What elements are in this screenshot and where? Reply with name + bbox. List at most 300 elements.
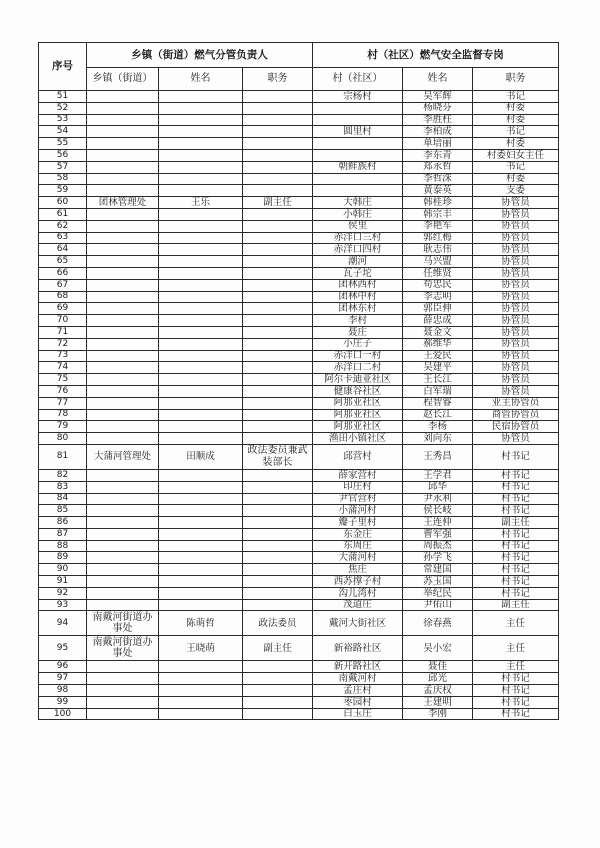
cell-town-name	[159, 267, 243, 279]
cell-seq: 88	[39, 540, 87, 552]
cell-village: 赤洋口一村	[313, 350, 403, 362]
cell-village-post: 协管员	[473, 326, 559, 338]
cell-town	[87, 409, 159, 421]
cell-seq: 81	[39, 444, 87, 469]
cell-town-post	[243, 256, 313, 268]
cell-town-name	[159, 362, 243, 374]
cell-village-name: 吴建平	[403, 362, 473, 374]
cell-village: 小韩庄	[313, 208, 403, 220]
cell-village-post: 村委	[473, 173, 559, 185]
cell-town-name	[159, 385, 243, 397]
cell-town	[87, 528, 159, 540]
table-row	[39, 444, 559, 469]
cell-village	[313, 185, 403, 197]
cell-town-post: 副主任	[243, 197, 313, 209]
cell-town-post	[243, 505, 313, 517]
cell-town-name	[159, 326, 243, 338]
cell-village-post: 村委妇女主任	[473, 149, 559, 161]
cell-town	[87, 469, 159, 481]
cell-town-post	[243, 338, 313, 350]
cell-town	[87, 91, 159, 103]
cell-town-post	[243, 232, 313, 244]
table-row	[39, 599, 559, 611]
cell-village-name: 耿志伟	[403, 244, 473, 256]
cell-seq: 91	[39, 576, 87, 588]
table-body	[39, 91, 559, 720]
cell-village-name: 聂佳	[403, 661, 473, 673]
cell-village: 阿那亚社区	[313, 397, 403, 409]
cell-town	[87, 256, 159, 268]
cell-town-post	[243, 374, 313, 386]
header-village-post: 职务	[473, 68, 559, 91]
cell-seq: 58	[39, 173, 87, 185]
cell-town	[87, 517, 159, 529]
cell-village-name: 邱华	[403, 481, 473, 493]
cell-town	[87, 374, 159, 386]
cell-seq: 64	[39, 244, 87, 256]
cell-village-name: 李柏成	[403, 126, 473, 138]
cell-town	[87, 421, 159, 433]
cell-town	[87, 540, 159, 552]
cell-village-post: 村书记	[473, 564, 559, 576]
cell-town-post	[243, 517, 313, 529]
cell-village-name: 任维贤	[403, 267, 473, 279]
cell-seq: 96	[39, 661, 87, 673]
cell-seq: 74	[39, 362, 87, 374]
cell-town-name	[159, 661, 243, 673]
table-row	[39, 528, 559, 540]
cell-village-name: 李东青	[403, 149, 473, 161]
cell-seq: 51	[39, 91, 87, 103]
cell-town-name: 王乐	[159, 197, 243, 209]
cell-seq: 52	[39, 102, 87, 114]
cell-town-post	[243, 315, 313, 327]
cell-town: 大蒲河管理处	[87, 444, 159, 469]
cell-town-name	[159, 685, 243, 697]
cell-village: 西苏撑子村	[313, 576, 403, 588]
cell-seq: 60	[39, 197, 87, 209]
cell-town	[87, 661, 159, 673]
cell-village-name: 徐春燕	[403, 611, 473, 636]
cell-town-name	[159, 421, 243, 433]
cell-seq: 75	[39, 374, 87, 386]
table-row	[39, 540, 559, 552]
cell-town-post	[243, 481, 313, 493]
header-village-name: 姓名	[403, 68, 473, 91]
cell-town	[87, 505, 159, 517]
cell-town	[87, 208, 159, 220]
table-row	[39, 338, 559, 350]
cell-village: 团林东村	[313, 303, 403, 315]
cell-town-post	[243, 138, 313, 150]
table-row	[39, 374, 559, 386]
header-seq: 序号	[39, 43, 87, 91]
table-row	[39, 564, 559, 576]
table-row	[39, 291, 559, 303]
cell-seq: 55	[39, 138, 87, 150]
cell-village-name: 白军瑞	[403, 385, 473, 397]
cell-town-name	[159, 303, 243, 315]
cell-seq: 72	[39, 338, 87, 350]
cell-town	[87, 173, 159, 185]
cell-village: 大韩庄	[313, 197, 403, 209]
table-row	[39, 661, 559, 673]
cell-village-post: 村书记	[473, 673, 559, 685]
cell-village-name: 聂金文	[403, 326, 473, 338]
cell-village-name: 薛忠成	[403, 315, 473, 327]
cell-town	[87, 673, 159, 685]
cell-village: 新开路社区	[313, 661, 403, 673]
cell-town-name	[159, 350, 243, 362]
cell-village: 赤洋口三村	[313, 232, 403, 244]
cell-village-post: 村书记	[473, 685, 559, 697]
cell-seq: 59	[39, 185, 87, 197]
table-row	[39, 587, 559, 599]
cell-village-name: 周振杰	[403, 540, 473, 552]
header-town-name: 姓名	[159, 68, 243, 91]
cell-seq: 90	[39, 564, 87, 576]
cell-town-name	[159, 220, 243, 232]
cell-town-post	[243, 661, 313, 673]
cell-village-post: 协管员	[473, 385, 559, 397]
cell-town-post	[243, 267, 313, 279]
cell-town-name	[159, 587, 243, 599]
cell-seq: 79	[39, 421, 87, 433]
cell-town-name	[159, 185, 243, 197]
cell-town-post	[243, 385, 313, 397]
cell-seq: 94	[39, 611, 87, 636]
cell-village-post: 村书记	[473, 552, 559, 564]
table-row	[39, 433, 559, 445]
cell-village: 阿那亚社区	[313, 409, 403, 421]
cell-village: 小庄子	[313, 338, 403, 350]
cell-town	[87, 696, 159, 708]
cell-village-post: 协管员	[473, 279, 559, 291]
cell-town	[87, 267, 159, 279]
table-row	[39, 197, 559, 209]
cell-village: 侯里	[313, 220, 403, 232]
cell-village-name: 程智睿	[403, 397, 473, 409]
cell-town-post	[243, 208, 313, 220]
cell-village-post: 商管协管员	[473, 409, 559, 421]
cell-town	[87, 185, 159, 197]
cell-village-name: 王学君	[403, 469, 473, 481]
cell-village-post: 村书记	[473, 540, 559, 552]
cell-town-post	[243, 433, 313, 445]
table-row	[39, 185, 559, 197]
cell-village: 瓦子坨	[313, 267, 403, 279]
cell-village: 瓣子里村	[313, 517, 403, 529]
cell-village: 阿尔卡迪亚社区	[313, 374, 403, 386]
cell-town-post	[243, 552, 313, 564]
cell-seq: 77	[39, 397, 87, 409]
cell-town	[87, 576, 159, 588]
cell-town-name	[159, 161, 243, 173]
cell-village-name: 李刚	[403, 708, 473, 720]
cell-seq: 61	[39, 208, 87, 220]
cell-town-post	[243, 564, 313, 576]
cell-village-post: 协管员	[473, 303, 559, 315]
cell-town-post	[243, 161, 313, 173]
cell-village: 戴河大街社区	[313, 611, 403, 636]
table-row	[39, 173, 559, 185]
cell-seq: 73	[39, 350, 87, 362]
cell-village-name: 王连仲	[403, 517, 473, 529]
cell-seq: 85	[39, 505, 87, 517]
cell-village-post: 协管员	[473, 208, 559, 220]
cell-village-post: 主任	[473, 661, 559, 673]
cell-town-name	[159, 279, 243, 291]
cell-village-post: 副主任	[473, 599, 559, 611]
cell-village-post: 村书记	[473, 708, 559, 720]
table-row	[39, 149, 559, 161]
cell-village	[313, 138, 403, 150]
cell-town-post	[243, 397, 313, 409]
cell-village: 茂道庄	[313, 599, 403, 611]
cell-town-name	[159, 114, 243, 126]
cell-village-name: 孙学飞	[403, 552, 473, 564]
cell-town-name	[159, 291, 243, 303]
cell-village: 团林西村	[313, 279, 403, 291]
cell-town-name: 王晓萌	[159, 636, 243, 661]
cell-town-post	[243, 587, 313, 599]
cell-village-name: 郭臣伸	[403, 303, 473, 315]
cell-village: 东周庄	[313, 540, 403, 552]
cell-seq: 89	[39, 552, 87, 564]
table-row	[39, 397, 559, 409]
cell-town-post	[243, 114, 313, 126]
cell-town	[87, 161, 159, 173]
cell-village-post: 业主协管员	[473, 397, 559, 409]
table-row	[39, 114, 559, 126]
cell-town	[87, 315, 159, 327]
cell-village-name: 常建国	[403, 564, 473, 576]
cell-village	[313, 173, 403, 185]
cell-village-post: 副主任	[473, 517, 559, 529]
cell-town-name	[159, 138, 243, 150]
cell-village: 李村	[313, 315, 403, 327]
cell-seq: 53	[39, 114, 87, 126]
cell-village: 白玉庄	[313, 708, 403, 720]
cell-village-name: 李胜柱	[403, 114, 473, 126]
cell-village-name: 曹军强	[403, 528, 473, 540]
cell-town-name	[159, 552, 243, 564]
cell-seq: 65	[39, 256, 87, 268]
cell-village-post: 协管员	[473, 244, 559, 256]
cell-village-post: 协管员	[473, 220, 559, 232]
cell-town	[87, 397, 159, 409]
cell-town	[87, 433, 159, 445]
cell-town	[87, 481, 159, 493]
cell-village-post: 协管员	[473, 267, 559, 279]
cell-town-name	[159, 433, 243, 445]
cell-town	[87, 599, 159, 611]
cell-seq: 62	[39, 220, 87, 232]
cell-village: 南戴河村	[313, 673, 403, 685]
cell-town-name	[159, 599, 243, 611]
cell-town-post	[243, 599, 313, 611]
cell-village	[313, 114, 403, 126]
cell-town-post	[243, 493, 313, 505]
cell-village-name: 王爱民	[403, 350, 473, 362]
cell-village: 团林中村	[313, 291, 403, 303]
table-row	[39, 267, 559, 279]
cell-seq: 67	[39, 279, 87, 291]
header-village-group: 村（社区）燃气安全监督专岗	[313, 43, 559, 68]
cell-village-post: 村书记	[473, 696, 559, 708]
header-town-group: 乡镇（街道）燃气分管负责人	[87, 43, 313, 68]
cell-town-name: 田顺成	[159, 444, 243, 469]
cell-seq: 83	[39, 481, 87, 493]
cell-town	[87, 220, 159, 232]
cell-village-name: 马兴盟	[403, 256, 473, 268]
cell-village-name: 郑永哲	[403, 161, 473, 173]
cell-town	[87, 338, 159, 350]
table-row	[39, 552, 559, 564]
table-row	[39, 102, 559, 114]
cell-village-post: 村书记	[473, 587, 559, 599]
cell-seq: 87	[39, 528, 87, 540]
cell-town	[87, 552, 159, 564]
cell-seq: 86	[39, 517, 87, 529]
header-village: 村（社区）	[313, 68, 403, 91]
cell-town-post	[243, 244, 313, 256]
header-row-group	[39, 43, 559, 68]
cell-town-post	[243, 185, 313, 197]
cell-village-name: 李哲洙	[403, 173, 473, 185]
cell-village-post: 协管员	[473, 291, 559, 303]
cell-seq: 95	[39, 636, 87, 661]
cell-town-post	[243, 708, 313, 720]
cell-village-post: 书记	[473, 126, 559, 138]
header-town: 乡镇（街道）	[87, 68, 159, 91]
cell-village-name: 李杨	[403, 421, 473, 433]
table-row	[39, 505, 559, 517]
cell-village: 孟庄村	[313, 685, 403, 697]
cell-village: 潮河	[313, 256, 403, 268]
cell-village: 沟儿湾村	[313, 587, 403, 599]
cell-village-name: 郭红梅	[403, 232, 473, 244]
table-row	[39, 611, 559, 636]
header-town-post: 职务	[243, 68, 313, 91]
cell-village: 枣园村	[313, 696, 403, 708]
cell-town-post: 副主任	[243, 636, 313, 661]
cell-village: 聂庄	[313, 326, 403, 338]
cell-village-name: 吴小宏	[403, 636, 473, 661]
table-row	[39, 469, 559, 481]
cell-town-name	[159, 173, 243, 185]
table-row	[39, 385, 559, 397]
cell-seq: 100	[39, 708, 87, 720]
cell-town-post	[243, 220, 313, 232]
table-row	[39, 421, 559, 433]
cell-town-name	[159, 409, 243, 421]
cell-town	[87, 362, 159, 374]
table-row	[39, 685, 559, 697]
cell-village: 新裕路社区	[313, 636, 403, 661]
cell-seq: 69	[39, 303, 87, 315]
cell-town-post	[243, 279, 313, 291]
table-row	[39, 256, 559, 268]
cell-town	[87, 303, 159, 315]
cell-town-post	[243, 91, 313, 103]
cell-seq: 63	[39, 232, 87, 244]
cell-village: 小蒲河村	[313, 505, 403, 517]
cell-village-name: 孟庆权	[403, 685, 473, 697]
cell-seq: 99	[39, 696, 87, 708]
cell-village-post: 村书记	[473, 505, 559, 517]
table-row	[39, 126, 559, 138]
table-row	[39, 208, 559, 220]
cell-town-name	[159, 149, 243, 161]
cell-village-name: 杨晓芬	[403, 102, 473, 114]
cell-town-name	[159, 338, 243, 350]
cell-town-post	[243, 409, 313, 421]
gas-safety-roster-table	[38, 42, 559, 720]
cell-town-post	[243, 696, 313, 708]
cell-village-name: 苏玉国	[403, 576, 473, 588]
cell-village-name: 刘向东	[403, 433, 473, 445]
cell-village-name: 单培丽	[403, 138, 473, 150]
cell-village-post: 主任	[473, 611, 559, 636]
table-row	[39, 696, 559, 708]
cell-village-post: 村书记	[473, 469, 559, 481]
cell-village: 宗杨村	[313, 91, 403, 103]
cell-village: 赤洋口二村	[313, 362, 403, 374]
cell-village: 阿那亚社区	[313, 421, 403, 433]
cell-seq: 84	[39, 493, 87, 505]
cell-town-post	[243, 576, 313, 588]
cell-seq: 80	[39, 433, 87, 445]
cell-town-post	[243, 326, 313, 338]
cell-village-name: 王建明	[403, 696, 473, 708]
cell-town: 团林管理处	[87, 197, 159, 209]
cell-village-post: 协管员	[473, 232, 559, 244]
cell-seq: 57	[39, 161, 87, 173]
cell-village-post: 村委	[473, 114, 559, 126]
cell-village-post: 协管员	[473, 256, 559, 268]
cell-seq: 68	[39, 291, 87, 303]
cell-town-name	[159, 374, 243, 386]
cell-seq: 93	[39, 599, 87, 611]
cell-village-name: 李艳军	[403, 220, 473, 232]
table-row	[39, 673, 559, 685]
cell-seq: 70	[39, 315, 87, 327]
cell-village-name: 苟忠民	[403, 279, 473, 291]
cell-village-name: 赵长江	[403, 409, 473, 421]
cell-village-post: 主任	[473, 636, 559, 661]
table-row	[39, 244, 559, 256]
table-row	[39, 161, 559, 173]
table-row	[39, 708, 559, 720]
cell-town-name	[159, 528, 243, 540]
cell-town-post	[243, 685, 313, 697]
cell-village-post: 村书记	[473, 493, 559, 505]
cell-village: 薛家营村	[313, 469, 403, 481]
cell-seq: 54	[39, 126, 87, 138]
cell-village: 朝鲜族村	[313, 161, 403, 173]
cell-village-post: 村委	[473, 102, 559, 114]
cell-seq: 98	[39, 685, 87, 697]
cell-town-post	[243, 469, 313, 481]
cell-town-name	[159, 232, 243, 244]
cell-town	[87, 493, 159, 505]
cell-village-post: 协管员	[473, 197, 559, 209]
cell-village: 赤洋口四村	[313, 244, 403, 256]
table-row	[39, 409, 559, 421]
cell-town-name	[159, 91, 243, 103]
cell-town-name	[159, 481, 243, 493]
